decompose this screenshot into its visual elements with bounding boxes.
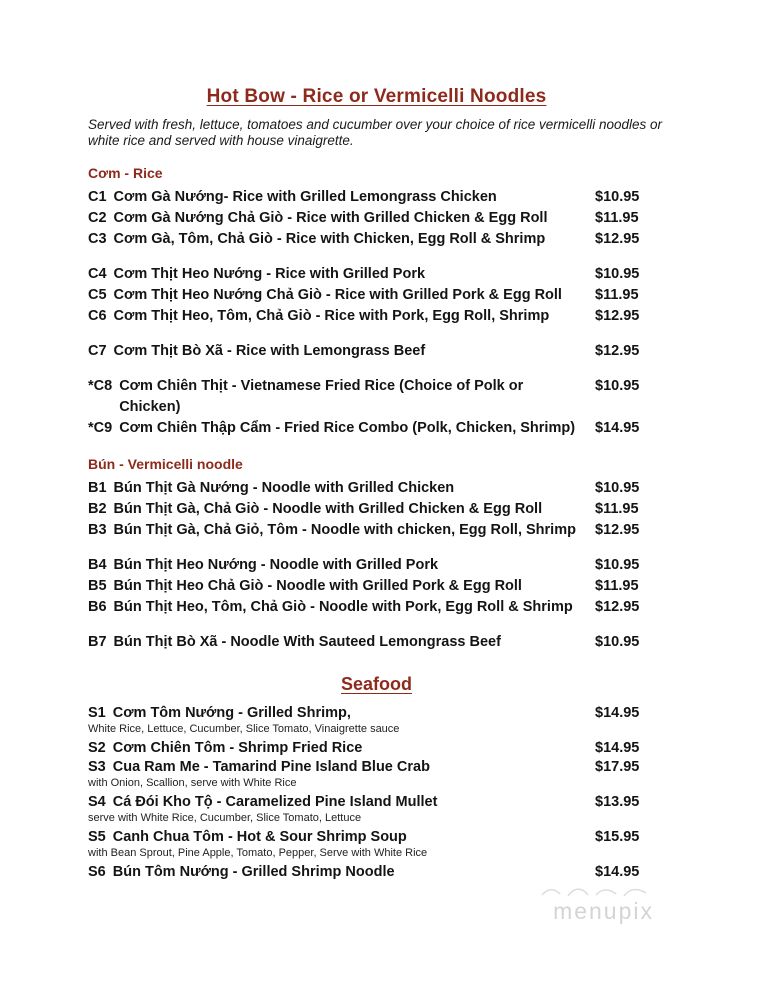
menu-item-row (88, 632, 665, 653)
menu-item-row (88, 478, 665, 499)
menu-item-row (88, 187, 665, 208)
item-price: $10.95 (595, 378, 640, 395)
item-price: $10.95 (595, 480, 640, 497)
item-name: Bún Thịt Gà, Chả Giò - Noodle with Grilled Chicken & Egg Roll (113, 501, 543, 518)
item-code: C2 (88, 210, 107, 227)
item-price: $11.95 (595, 210, 639, 227)
menu-item-row (88, 576, 665, 597)
menu-item-row (88, 863, 665, 882)
item-code: C4 (88, 266, 107, 283)
item-code: C6 (88, 308, 107, 325)
item-code: B3 (88, 522, 107, 539)
item-price: $12.95 (595, 522, 640, 539)
menu-item-row (88, 208, 665, 229)
item-name: Bún Thịt Gà Nướng - Noodle with Grilled Chicken (113, 480, 455, 497)
item-code: C5 (88, 287, 107, 304)
menu-item-row (88, 376, 665, 418)
item-code: C1 (88, 189, 107, 206)
item-price: $10.95 (595, 557, 640, 574)
item-name: Cơm Thịt Heo Nướng Chả Giò - Rice with Grilled Pork & Egg Roll (113, 287, 562, 304)
item-price: $14.95 (595, 420, 640, 437)
item-code: *C9 (88, 420, 113, 437)
item-code: B1 (88, 480, 107, 497)
item-price: $17.95 (595, 759, 640, 776)
item-name: Cơm Gà Nướng Chả Giò - Rice with Grilled Chicken & Egg Roll (113, 210, 548, 227)
item-code: C3 (88, 231, 107, 248)
item-code: B5 (88, 578, 107, 595)
item-name: Cơm Tôm Nướng - Grilled Shrimp, (112, 705, 351, 722)
item-price: $14.95 (595, 740, 640, 757)
item-price: $12.95 (595, 308, 640, 325)
item-name: Cơm Gà, Tôm, Chả Giò - Rice with Chicken, Egg Roll & Shrimp (113, 231, 546, 248)
item-code: S6 (88, 864, 106, 881)
item-price: $12.95 (595, 343, 640, 360)
item-name: Bún Tôm Nướng - Grilled Shrimp Noodle (112, 864, 395, 881)
item-price: $12.95 (595, 599, 640, 616)
item-name: Cơm Thịt Heo, Tôm, Chả Giò - Rice with Pork, Egg Roll, Shrimp (113, 308, 550, 325)
menu-item-row (88, 418, 665, 439)
watermark-logo-text: menupix (553, 898, 654, 924)
item-name: Cơm Chiên Tôm - Shrimp Fried Rice (112, 740, 363, 757)
menu-item-row (88, 229, 665, 250)
item-price: $14.95 (595, 705, 640, 722)
section-seafood (88, 674, 665, 882)
watermark (538, 884, 654, 925)
item-name: Bún Thịt Heo, Tôm, Chả Giò - Noodle with Pork, Egg Roll & Shrimp (113, 599, 573, 616)
item-code: S3 (88, 759, 106, 776)
item-price: $10.95 (595, 266, 640, 283)
item-price: $14.95 (595, 864, 640, 881)
menu-item-row (88, 341, 665, 362)
menu-item-row (88, 758, 665, 777)
watermark-scribble-icon (538, 884, 650, 898)
item-price: $10.95 (595, 189, 640, 206)
menu-item-row (88, 704, 665, 723)
item-code: B4 (88, 557, 107, 574)
section-com-rice (88, 165, 665, 439)
section-heading: Bún - Vermicelli noodle (88, 456, 243, 473)
section-bun-vermicelli (88, 456, 665, 653)
item-sub-description: with Onion, Scallion, serve with White Rice (88, 777, 297, 790)
menu-item-row (88, 793, 665, 812)
menu-item-row (88, 520, 665, 541)
item-name: Bún Thịt Gà, Chả Giỏ, Tôm - Noodle with chicken, Egg Roll, Shrimp (113, 522, 576, 539)
item-code: *C8 (88, 378, 113, 395)
item-code: S5 (88, 829, 106, 846)
item-name: Cơm Thịt Heo Nướng - Rice with Grilled Pork (113, 266, 426, 283)
item-price: $15.95 (595, 829, 640, 846)
item-price: $13.95 (595, 794, 640, 811)
item-sub-description: White Rice, Lettuce, Cucumber, Slice Tomato, Vinaigrette sauce (88, 723, 400, 736)
item-price: $11.95 (595, 287, 639, 304)
item-name: Cá Đói Kho Tộ - Caramelized Pine Island Mullet (112, 794, 438, 811)
menu-item-row (88, 555, 665, 576)
menu-item-row (88, 499, 665, 520)
item-name: Bún Thịt Bò Xã - Noodle With Sauteed Lemongrass Beef (113, 634, 501, 651)
section-heading: Cơm - Rice (88, 165, 163, 182)
item-sub-description: with Bean Sprout, Pine Apple, Tomato, Pepper, Serve with White Rice (88, 847, 428, 860)
section-heading: Seafood (340, 674, 412, 695)
item-code: S4 (88, 794, 106, 811)
item-code: C7 (88, 343, 107, 360)
item-name: Bún Thịt Heo Nướng - Noodle with Grilled Pork (113, 557, 439, 574)
item-code: B2 (88, 501, 107, 518)
menu-item-row (88, 739, 665, 758)
item-name: Cơm Gà Nướng- Rice with Grilled Lemongrass Chicken (113, 189, 497, 206)
menu-item-row (88, 264, 665, 285)
item-price: $11.95 (595, 578, 639, 595)
item-name: Cơm Thịt Bò Xã - Rice with Lemongrass Beef (113, 343, 426, 360)
menu-item-row (88, 597, 665, 618)
item-price: $12.95 (595, 231, 640, 248)
menu-item-row (88, 828, 665, 847)
item-code: B6 (88, 599, 107, 616)
menu-item-row (88, 306, 665, 327)
item-name: Cơm Chiên Thập Cẩm - Fried Rice Combo (Polk, Chicken, Shrimp) (119, 420, 576, 437)
item-code: S2 (88, 740, 106, 757)
menu-item-row (88, 285, 665, 306)
item-name: Cua Ram Me - Tamarind Pine Island Blue Crab (112, 759, 430, 776)
menu-intro: Served with fresh, lettuce, tomatoes and cucumber over your choice of rice vermicelli noodles or white rice and served with house vinaigrette. (88, 117, 663, 148)
item-name: Canh Chua Tôm - Hot & Sour Shrimp Soup (112, 829, 407, 846)
item-sub-description: serve with White Rice, Cucumber, Slice Tomato, Lettuce (88, 812, 362, 825)
item-name: Bún Thịt Heo Chả Giò - Noodle with Grilled Pork & Egg Roll (113, 578, 522, 595)
page-title: Hot Bow - Rice or Vermicelli Noodles (206, 86, 547, 107)
item-code: B7 (88, 634, 107, 651)
item-price: $10.95 (595, 634, 640, 651)
item-name: Cơm Chiên Thịt - Vietnamese Fried Rice (Choice of Polk or Chicken) (119, 378, 524, 416)
item-code: S1 (88, 705, 106, 722)
item-price: $11.95 (595, 501, 639, 518)
